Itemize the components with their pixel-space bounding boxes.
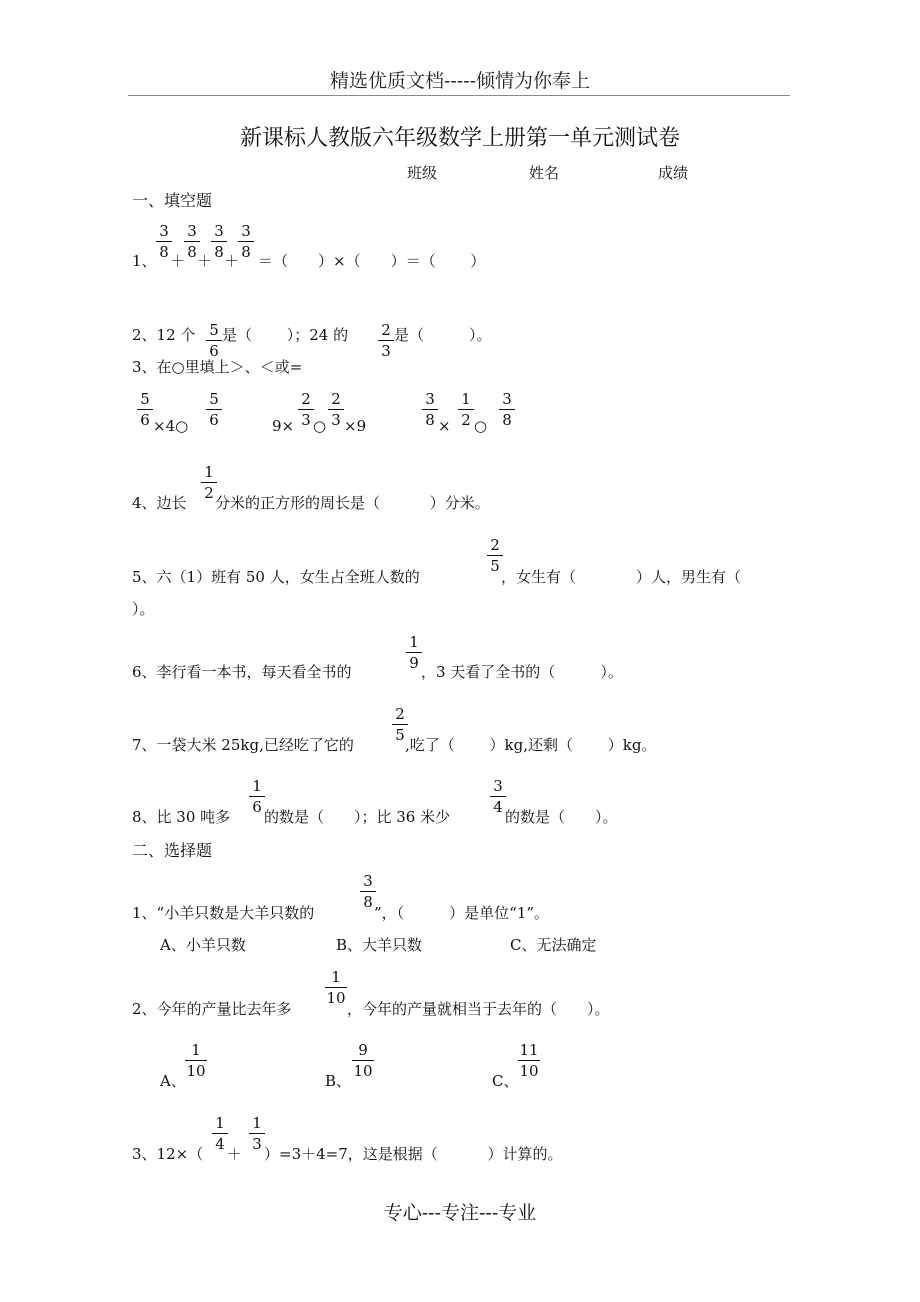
q1-plus-1: ＋ (170, 252, 186, 270)
q3c-fraction-2: 1 2 (458, 390, 474, 429)
c2-option-c-label: C、 (492, 1072, 519, 1090)
name-label: 姓名 (529, 164, 560, 182)
q2-prefix: 2、12 个 (132, 326, 196, 344)
c1-prefix: 1、“小羊只数是大羊只数的 (132, 904, 315, 922)
c3-fraction-2: 1 3 (249, 1114, 265, 1153)
q3b-pre: 9× (272, 417, 295, 435)
c2-rest: ，今年的产量就相当于去年的（ ）。 (347, 1000, 610, 1018)
q1-rest: ＝（ ）×（ ）＝（ ） (258, 252, 486, 270)
q3c-fraction-3: 3 8 (499, 390, 515, 429)
q7-fraction: 2 5 (392, 705, 408, 744)
q3c-circle: ○ (474, 417, 488, 435)
q4-fraction: 1 2 (201, 463, 217, 502)
section-choice-title: 二、选择题 (132, 841, 213, 860)
q2-mid: 是（ ）；24 的 (222, 326, 349, 344)
q1-plus-3: ＋ (224, 252, 240, 270)
q6-fraction: 1 9 (406, 633, 422, 672)
q5-rest: ，女生有（ ）人，男生有（ (501, 568, 742, 586)
q3a-fraction-2: 5 6 (206, 390, 222, 429)
q3a-fraction-1: 5 6 (137, 390, 153, 429)
q5-prefix: 5、六（1）班有 50 人，女生占全班人数的 (132, 568, 420, 586)
q1-plus-2: ＋ (197, 252, 213, 270)
page-title: 新课标人教版六年级数学上册第一单元测试卷 (239, 126, 680, 151)
q3c-op: × (438, 417, 451, 435)
q7-prefix: 7、一袋大米 25kg,已经吃了它的 (132, 736, 354, 754)
page-footer: 专心---专注---专业 (383, 1202, 537, 1224)
c2-option-a-fraction: 1 10 (186, 1041, 206, 1080)
q3b-fraction-2: 2 3 (328, 390, 344, 429)
c2-option-c-fraction: 11 10 (519, 1041, 539, 1080)
section-fill-title: 一、填空题 (132, 191, 213, 210)
c3-plus: ＋ (227, 1145, 243, 1163)
class-label: 班级 (407, 164, 438, 182)
q4-prefix: 4、边长 (132, 494, 187, 512)
q3b-circle: ○ (313, 417, 327, 435)
q5-fraction: 2 5 (487, 536, 503, 575)
c3-fraction-1: 1 4 (212, 1114, 228, 1153)
c1-fraction: 3 8 (360, 872, 376, 911)
q8-fraction-1: 1 6 (249, 777, 265, 816)
q6-prefix: 6、李行看一本书，每天看全书的 (132, 663, 352, 681)
c1-option-c: C、无法确定 (510, 936, 597, 954)
q2-end: 是（ ）。 (394, 326, 492, 344)
q3c-fraction-1: 3 8 (422, 390, 438, 429)
c1-option-a: A、小羊只数 (160, 936, 246, 954)
c3-prefix: 3、12×（ (132, 1145, 204, 1163)
q2-fraction-2: 2 3 (378, 321, 394, 360)
c2-option-b-label: B、 (325, 1072, 352, 1090)
header-rule (128, 95, 790, 96)
q5-line2: ）。 (132, 600, 155, 618)
score-label: 成绩 (658, 164, 689, 182)
q8-end: 的数是（ ）。 (505, 808, 618, 826)
q3a-op: ×4○ (153, 417, 189, 435)
q1-fraction-4: 3 8 (238, 222, 254, 261)
q3b-fraction-1: 2 3 (298, 390, 314, 429)
c1-rest: ”，（ ）是单位“1”。 (374, 904, 550, 922)
q1-fraction-2: 3 8 (184, 222, 200, 261)
q1-fraction-1: 3 8 (156, 222, 172, 261)
c1-option-b: B、大羊只数 (336, 936, 423, 954)
q3-text: 3、在○里填上＞、＜或= (132, 358, 303, 376)
page-header: 精选优质文档-----倾情为你奉上 (329, 70, 591, 92)
q1-prefix: 1、 (132, 252, 157, 270)
c2-option-b-fraction: 9 10 (353, 1041, 373, 1080)
q7-rest: ,吃了（ ）kg,还剩（ ）kg。 (405, 736, 657, 754)
q4-rest: 分米的正方形的周长是（ ）分米。 (215, 494, 490, 512)
q3b-post: ×9 (344, 417, 367, 435)
q8-fraction-2: 3 4 (490, 777, 506, 816)
q2-fraction-1: 5 6 (206, 321, 222, 360)
c2-option-a-label: A、 (160, 1072, 186, 1090)
q8-prefix: 8、比 30 吨多 (132, 808, 231, 826)
c2-fraction: 1 10 (326, 968, 346, 1007)
c3-rest: ）=3＋4=7，这是根据（ ）计算的。 (264, 1145, 563, 1163)
q6-rest: ，3 天看了全书的（ ）。 (421, 663, 623, 681)
q8-mid: 的数是（ ）；比 36 米少 (264, 808, 451, 826)
c2-prefix: 2、今年的产量比去年多 (132, 1000, 292, 1018)
q1-fraction-3: 3 8 (211, 222, 227, 261)
